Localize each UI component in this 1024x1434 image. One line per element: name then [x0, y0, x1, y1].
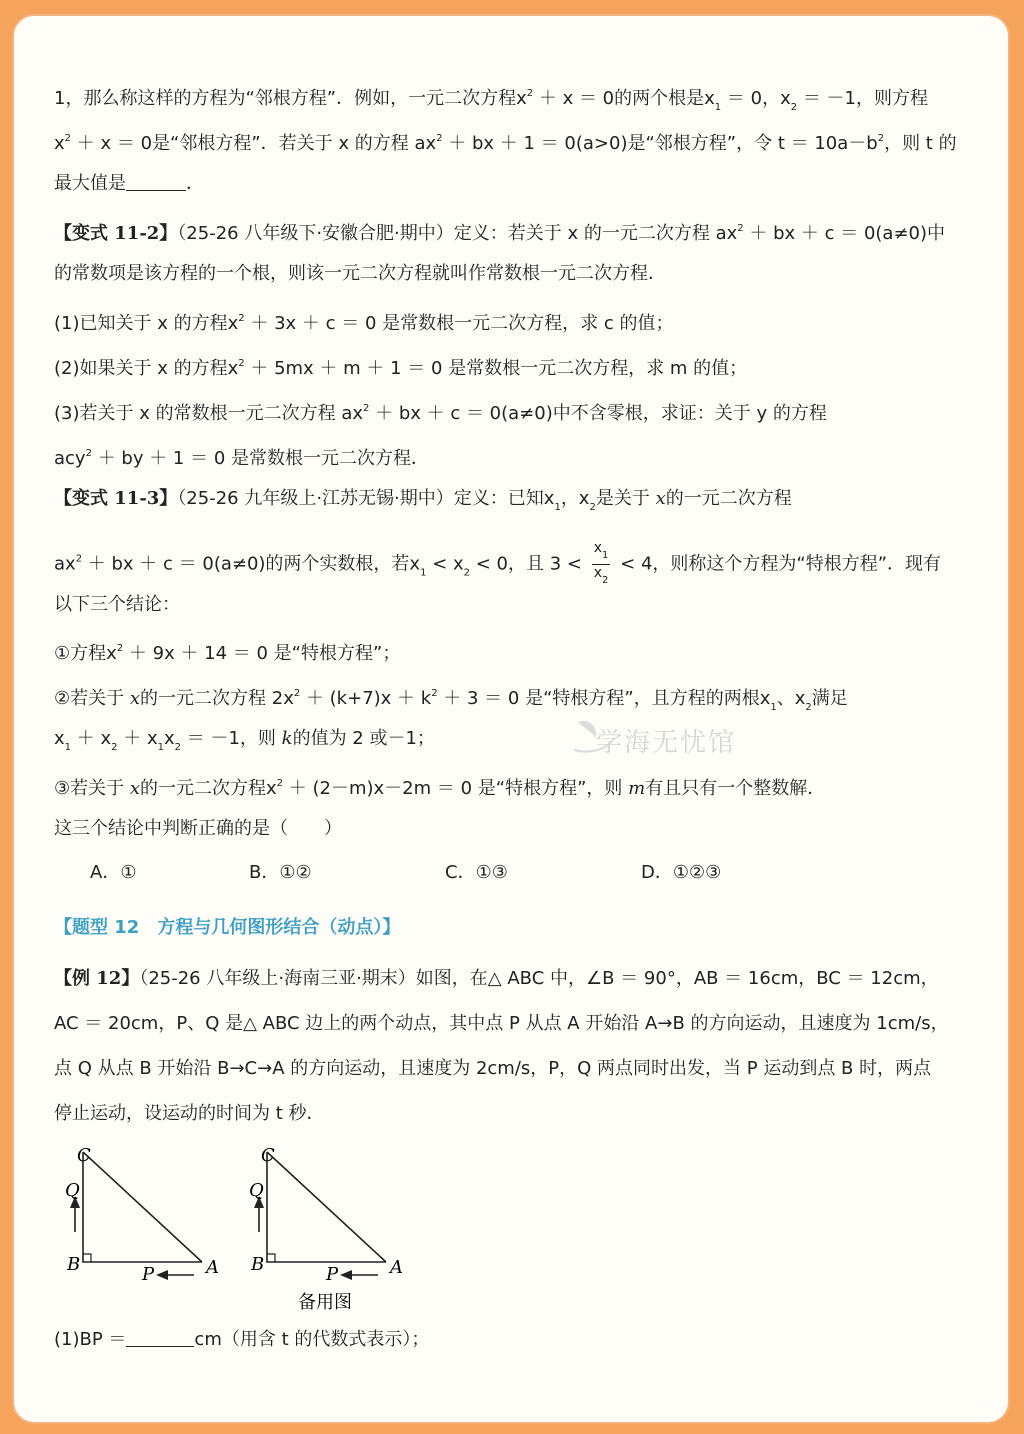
text: x	[164, 728, 175, 749]
figure-caption: 备用图	[298, 1292, 352, 1313]
text: ＋ (k+7)x ＋ k	[300, 688, 432, 709]
text: (2)如果关于 x 的方程x	[54, 358, 239, 379]
subscript: 1	[714, 102, 722, 113]
text: ＋ bx ＋ c ＝ 0(a≠0)中不含零根，求证：关于 y 的方程	[369, 403, 827, 424]
option-a[interactable]: A．①	[90, 862, 137, 883]
fraction-numerator	[592, 540, 611, 565]
text: < 0，且 3 <	[470, 553, 582, 575]
text: 以下三个结论：	[54, 594, 180, 615]
text: ＋ bx ＋ c ＝ 0(a≠0)中	[743, 223, 946, 244]
text: ③若关于	[54, 778, 130, 799]
text: ＋ x	[117, 728, 158, 749]
subscript: 2	[111, 742, 118, 753]
variant-tag: 【变式 11-2】	[54, 223, 178, 244]
watermark-text: 学海无忧馆	[596, 728, 737, 758]
text: ＋ x	[71, 728, 112, 749]
text-line	[54, 352, 747, 381]
superscript: 2	[75, 553, 83, 565]
text: < 4，则称这个方程为“特根方程”．现有	[620, 553, 942, 575]
text: x	[593, 540, 603, 556]
superscript: 2	[116, 643, 124, 654]
text: ，x	[560, 488, 590, 509]
text: x	[54, 133, 65, 154]
example-tag: 【例 12】	[54, 968, 140, 989]
right-angle-mark	[83, 1254, 91, 1262]
text: 的常数项是该方程的一个根，则该一元二次方程就叫作常数根一元二次方程．	[54, 263, 666, 284]
text: ＋ (2－m)x－2m ＝ 0 是“特根方程”，则	[283, 778, 629, 799]
subscript: 1	[770, 702, 777, 713]
arrow-head-icon	[156, 1270, 168, 1280]
italic-variable: k	[281, 728, 293, 749]
document-card	[12, 14, 1010, 1424]
superscript: 2	[737, 223, 744, 234]
right-angle-mark	[267, 1254, 275, 1262]
text: 满足	[811, 688, 848, 709]
text: ，则 t 的	[884, 133, 957, 154]
option-c[interactable]: C．①③	[445, 862, 508, 883]
text: ＋ by ＋ 1 ＝ 0 是常数根一元二次方程．	[91, 448, 430, 469]
superscript: 2	[293, 688, 301, 699]
text: ．	[186, 173, 204, 194]
question-prompt: 这三个结论中判断正确的是（ ）	[54, 818, 342, 839]
section-heading: 【题型 12 方程与几何图形结合（动点）】	[54, 917, 401, 938]
text-line	[54, 487, 792, 520]
text-line	[54, 217, 945, 246]
text-line	[54, 637, 400, 666]
subscript: 1	[602, 550, 609, 561]
subscript: 1	[420, 567, 427, 579]
text: （25-26 九年级上·江苏无锡·期中）定义：已知x	[177, 488, 555, 509]
label-p: P	[142, 1264, 155, 1285]
label-a: A	[206, 1257, 219, 1278]
text-line	[54, 1102, 325, 1126]
italic-variable: x	[129, 778, 141, 799]
label-b: B	[67, 1254, 81, 1275]
text: 的值为 2 或－1；	[292, 728, 435, 749]
text: ＋ 3 ＝ 0 是“特根方程”，且方程的两根x	[437, 688, 771, 709]
text-line	[54, 1328, 429, 1352]
text-line	[54, 82, 928, 120]
text: 停止运动，设运动的时间为 t 秒．	[54, 1103, 325, 1124]
text-line	[54, 772, 825, 801]
subscript: 2	[805, 702, 812, 713]
superscript: 2	[526, 88, 534, 99]
text: ＝ －1，则	[181, 728, 282, 749]
label-q: Q	[65, 1180, 80, 1201]
answer-blank	[126, 1328, 194, 1347]
text: ＝ －1，则方程	[797, 88, 929, 109]
text-line	[54, 397, 827, 426]
superscript: 2	[363, 403, 370, 414]
subscript: 2	[463, 567, 471, 579]
text: x	[593, 565, 603, 581]
superscript: 2	[64, 133, 72, 144]
text: ①方程x	[54, 643, 117, 664]
text-line	[54, 817, 342, 841]
text: (1)BP ＝	[54, 1329, 127, 1350]
superscript: 2	[431, 688, 438, 699]
text: ＋ bx ＋ 1 ＝ 0(a>0)是“邻根方程”，令 t ＝ 10a－b	[442, 133, 878, 154]
text-line	[54, 442, 429, 471]
label-b: B	[251, 1254, 265, 1275]
text: ＝ 0，x	[721, 88, 791, 109]
text: ＋ 3x ＋ c ＝ 0 是常数根一元二次方程，求 c 的值；	[244, 313, 674, 334]
text: ax	[54, 553, 76, 575]
italic-variable: x	[655, 488, 666, 509]
triangle-figure-2	[249, 1145, 403, 1313]
italic-variable: m	[628, 778, 646, 799]
text: 点 Q 从点 B 开始沿 B→C→A 的方向运动，且速度为 2cm/s，P，Q 两点同时出发，当 P 运动到点 B 时，两点	[54, 1058, 932, 1079]
triangle-figures	[52, 1134, 472, 1314]
text: (1)已知关于 x 的方程x	[54, 313, 239, 334]
label-q: Q	[249, 1180, 264, 1201]
text: x	[54, 728, 65, 749]
label-c: C	[77, 1145, 91, 1166]
text: （25-26 八年级上·海南三亚·期末）如图，在△ ABC 中，∠B ＝ 90°，AB ＝ 16cm，BC ＝ 12cm，	[139, 968, 939, 989]
text-line	[54, 967, 939, 991]
text: ＋ bx ＋ c ＝ 0(a≠0)的两个实数根，若x	[82, 553, 421, 575]
superscript: 2	[877, 133, 885, 144]
text: acy	[54, 448, 86, 469]
italic-variable: x	[129, 688, 141, 709]
option-d[interactable]: D．①②③	[641, 862, 722, 883]
text-line	[54, 127, 957, 156]
text: 、x	[776, 688, 806, 709]
subscript: 2	[589, 502, 596, 513]
text: (3)若关于 x 的常数根一元二次方程 ax	[54, 403, 363, 424]
text: 最大值是	[54, 173, 126, 194]
answer-blank	[126, 172, 186, 191]
text: < x	[426, 553, 464, 575]
triangle-figure-1	[65, 1145, 219, 1285]
text-line	[54, 682, 848, 720]
text-line	[54, 593, 180, 617]
label-a: A	[390, 1257, 403, 1278]
text-line	[54, 172, 204, 196]
text: ＋ x ＝ 0是“邻根方程”．若关于 x 的方程 ax	[71, 133, 437, 154]
fraction-denominator	[594, 565, 609, 589]
label-p: P	[326, 1264, 339, 1285]
fraction	[592, 540, 611, 589]
text: 的一元二次方程	[665, 488, 792, 509]
label-c: C	[261, 1145, 275, 1166]
superscript: 2	[238, 313, 245, 324]
text-line	[54, 540, 941, 589]
text: 的一元二次方程x	[140, 778, 277, 799]
text-line	[54, 262, 666, 286]
subscript: 2	[174, 742, 182, 753]
text: 有且只有一个整数解．	[645, 778, 826, 799]
superscript: 2	[238, 358, 245, 369]
superscript: 2	[85, 448, 92, 459]
text: cm（用含 t 的代数式表示）；	[194, 1329, 430, 1350]
text: ＋ 9x ＋ 14 ＝ 0 是“特根方程”；	[123, 643, 401, 664]
subscript: 2	[790, 102, 798, 113]
text-line	[54, 1057, 931, 1081]
triangle-hypotenuse	[267, 1152, 386, 1262]
option-b[interactable]: B．①②	[249, 862, 312, 883]
text: （25-26 八年级下·安徽合肥·期中）定义：若关于 x 的一元二次方程 ax	[177, 223, 738, 244]
text: 的一元二次方程 2x	[140, 688, 294, 709]
subscript: 1	[554, 502, 561, 513]
text: AC ＝ 20cm，P、Q 是△ ABC 边上的两个动点，其中点 P 从点 A 开始沿 A→B 的方向运动，且速度为 1cm/s，	[54, 1013, 949, 1034]
text: 是关于	[595, 488, 656, 509]
triangle-hypotenuse	[83, 1152, 202, 1262]
text: ＋ 5mx ＋ m ＋ 1 ＝ 0 是常数根一元二次方程，求 m 的值；	[244, 358, 748, 379]
subscript: 1	[64, 742, 72, 753]
subscript: 1	[157, 742, 164, 753]
text-line	[54, 1012, 949, 1036]
text: ②若关于	[54, 688, 130, 709]
superscript: 2	[436, 133, 443, 144]
text: 1，那么称这样的方程为“邻根方程”．例如，一元二次方程x	[54, 88, 527, 109]
subscript: 2	[602, 575, 609, 586]
text-line	[54, 307, 673, 336]
superscript: 2	[276, 778, 284, 789]
arrow-head-icon	[340, 1270, 352, 1280]
text: ＋ x ＝ 0的两个根是x	[533, 88, 715, 109]
variant-tag: 【变式 11-3】	[54, 488, 178, 509]
text-line	[54, 727, 435, 760]
